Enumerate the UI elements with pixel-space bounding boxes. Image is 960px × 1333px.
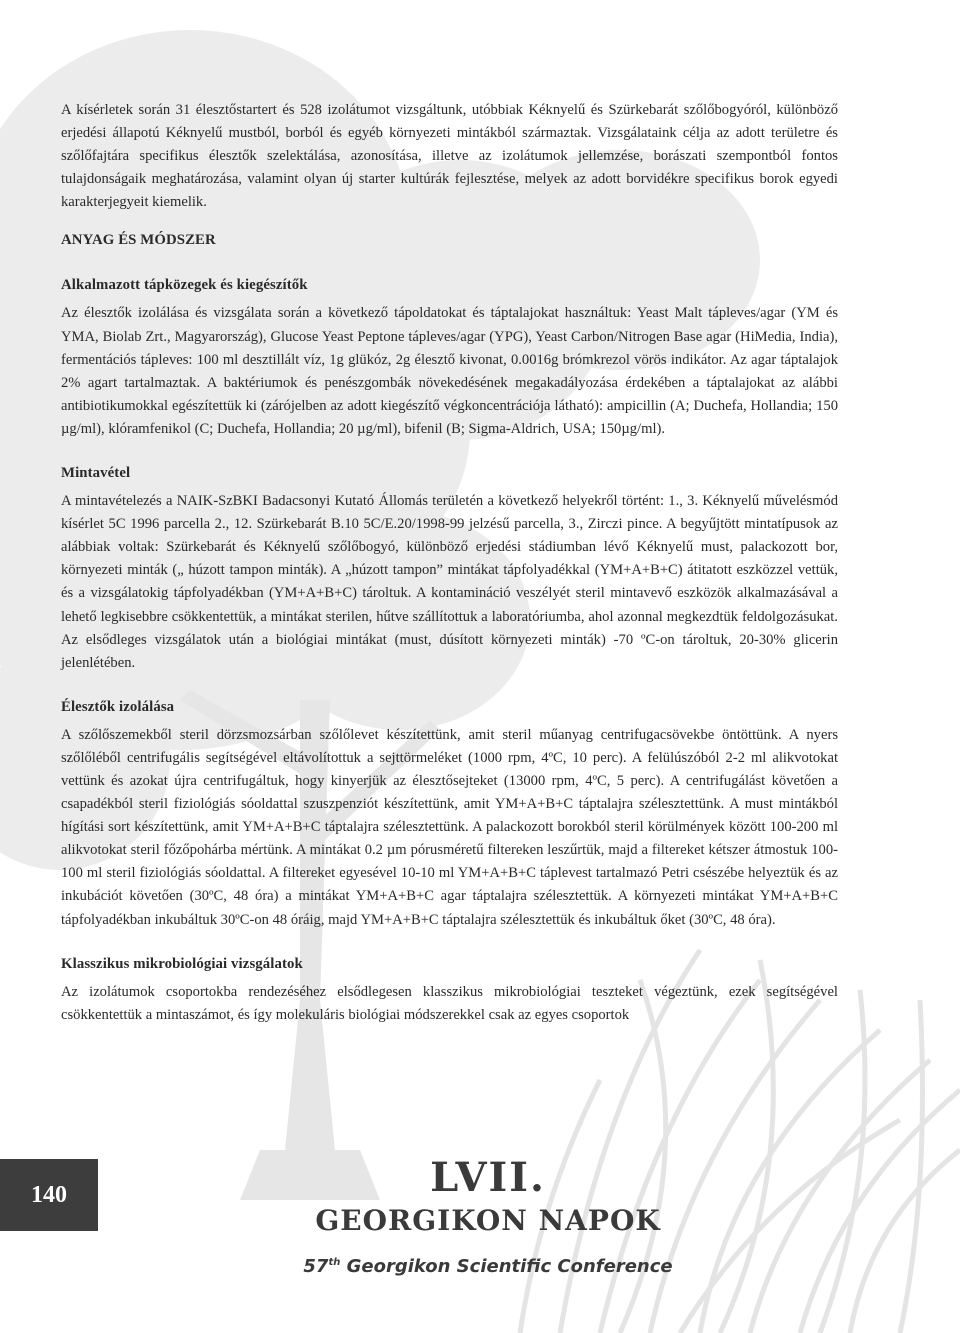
footer-conference-name: GEORGIKON NAPOK bbox=[315, 1204, 661, 1237]
subheading-classic: Klasszikus mikrobiológiai vizsgálatok bbox=[61, 955, 303, 972]
conference-footer bbox=[0, 1150, 960, 1333]
subheading-isolation: Élesztők izolálása bbox=[61, 698, 175, 715]
isolation-paragraph: A szőlőszemekből steril dörzsmozsárban szőlőlevet készítettünk, amit steril műanyag centrifugacsövekbe öntöttünk. A nyers szőlőléből centrifugális segítségével eltávolítottuk a sejttörmeléket (1000 rpm, 4ºC, 10 perc). A felülúszóból 2-2 ml alikvotokat vettünk és azokat újra centrifugáltuk, hogy kinyerjük az élesztősejteket (13000 rpm, 4ºC, 5 perc). A centrifugálást követően a csapadékból steril fiziológiás sóoldattal szuszpenziót készítettünk, amit YM+A+B+C táptalajra szélesztettünk. A must mintákból hígítási sort készítettünk, amit YM+A+B+C táptalajra szélesztettünk. A palackozott borokból steril körülmények között 100-200 ml alikvotokat steril főzőpohárba mértünk. A mintákat 0.2 µm pórusméretű filtereken leszűrtük, majd a filtereket kétszer átmostuk 100-100 ml steril fiziológiás sóoldattal. A filtereket egyesével 10-10 ml YM+A+B+C táplevest tartalmazó Petri csészébe helyeztük és az inkubációt követően (30ºC, 48 óra) a mintákat YM+A+B+C agar táptalajra szélesztettük. A környezeti mintákat YM+A+B+C tápfolyadékban inkubáltuk 30ºC-on 48 óráig, majd YM+A+B+C táptalajra szélesztettük és inkubáltuk őket (30ºC, 48 óra). bbox=[61, 726, 838, 928]
subheading-media: Alkalmazott tápközegek és kiegészítők bbox=[61, 277, 308, 294]
footer-english-title: Georgikon Scientific Conference bbox=[340, 1256, 673, 1277]
media-paragraph: Az élesztők izolálása és vizsgálata során a következő tápoldatokat és táptalajokat használtuk: Yeast Malt tápleves/agar (YM és YMA, Biolab Zrt., Magyarország), Glucose Yeast Peptone tápleves/agar (YPG), Yeast Carbon/Nitrogen Base agar (HiMedia, India), fermentációs tápleves: 100 ml desztillált víz, 1g glükóz, 2g élesztő kivonat, 0.0016g brómkrezol vörös indikátor. Az agar táptalajok 2% agart tartalmaztak. A baktériumok és penészgombák növekedésének megakadályozása érdekében a táptalajokat az alábbi antibiotikumokkal egészítettük ki (zárójelben az adott kiegészítő végkoncentrációja látható): ampicillin (A; Duchefa, Hollandia; 150 µg/ml), klóramfenikol (C; Duchefa, Hollandia; 20 µg/ml), bifenil (B; Sigma-Aldrich, USA; 150µg/ml). bbox=[61, 305, 838, 437]
article-body bbox=[61, 99, 838, 1027]
sampling-paragraph: A mintavételezés a NAIK-SzBKI Badacsonyi Kutató Állomás területén a következő helyekről történt: 1., 3. Kéknyelű művelésmód kísérlet 5C 1996 parcella 2., 12. Szürkebarát B.10 5C/E.20/1998-99 jelzésű parcella, 3., Zirczi pince. A begyűjtött mintatípusok az alábbiak voltak: Szürkebarát és Kéknyelű szőlőbogyó, különböző erjedési stádiumban lévő Kéknyelű must, palackozott bor, környezeti minták („ húzott tampon minták). A „húzott tampon” mintákat tápfolyadékkal (YM+A+B+C) átitatott eszközzel vettük, és a vizsgálatokig tápfolyadékban (YM+A+B+C) tároltuk. A kontamináció veszélyét steril mintavevő eszközök alkalmazásával a lehető legkisebbre csökkentettük, a mintákat sterilen, hűtve szállítottuk a laboratóriumba, ahol azonnal megkezdtük feldolgozásukat. Az elsődleges vizsgálatok után a biológiai mintákat (must, dúsított környezeti minták) -70 ºC-on tároltuk, 20-30% glicerin jelenlétében. bbox=[61, 493, 838, 671]
footer-edition-number: 57 bbox=[303, 1256, 329, 1277]
section-heading: ANYAG ÉS MÓDSZER bbox=[61, 232, 216, 249]
classic-paragraph: Az izolátumok csoportokba rendezéséhez elsődlegesen klasszikus mikrobiológiai teszteket végeztünk, ezek segítségével csökkentettük a mintaszámot, és így molekuláris biológiai módszerekkel csak az egyes csoportok bbox=[61, 983, 838, 1023]
page-number: 140 bbox=[31, 1181, 67, 1208]
subheading-sampling: Mintavétel bbox=[61, 465, 131, 482]
intro-paragraph: A kísérletek során 31 élesztőstartert és 528 izolátumot vizsgáltunk, utóbbiak Kéknyelű és Szürkebarát szőlőbogyóról, különböző erjedési állapotú Kéknyelű mustból, borból és egyéb környezeti mintákból származtak. Vizsgálataink célja az adott területre és szőlőfajtára specifikus élesztők szelektálása, azonosítása, illetve az izolátumok jellemzése, borászati szempontból fontos tulajdonságaik meghatározása, valamint olyan új starter kultúrák fejlesztése, melyek az adott borvidékre specifikus borok egyedi karakterjegyeit kiemelik. bbox=[61, 102, 838, 211]
footer-roman-numeral: LVII. bbox=[430, 1154, 546, 1201]
footer-english-name bbox=[0, 1256, 960, 1277]
footer-edition-suffix: th bbox=[328, 1257, 341, 1268]
